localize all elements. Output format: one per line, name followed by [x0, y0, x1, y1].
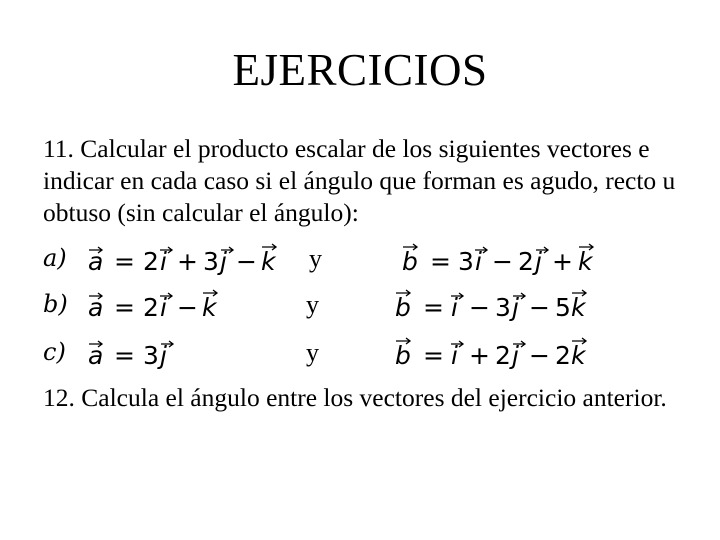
svg-text:b: b — [402, 247, 418, 276]
equation-vector-b — [393, 334, 633, 374]
item-label: b) — [43, 290, 68, 318]
svg-text:−: − — [177, 293, 198, 322]
svg-text:−: − — [529, 293, 550, 322]
svg-text:j: j — [512, 341, 519, 370]
svg-text:i: i — [451, 293, 458, 322]
svg-text:3: 3 — [458, 247, 474, 276]
page-title: EJERCICIOS — [232, 45, 488, 95]
equation-vector-b — [400, 240, 640, 280]
svg-text:k: k — [571, 293, 586, 322]
conjunction-y: y — [309, 244, 322, 273]
svg-text:−: − — [469, 293, 490, 322]
item-label: a) — [43, 244, 67, 272]
svg-text:k: k — [571, 341, 586, 370]
svg-text:=: = — [423, 341, 444, 370]
svg-text:3: 3 — [143, 341, 159, 370]
svg-text:a: a — [88, 247, 104, 276]
svg-text:i: i — [475, 247, 482, 276]
svg-text:3: 3 — [203, 247, 219, 276]
svg-text:=: = — [114, 293, 135, 322]
svg-text:k: k — [261, 247, 276, 276]
exercise-11-item-b — [43, 286, 683, 326]
svg-text:3: 3 — [495, 293, 511, 322]
svg-text:−: − — [492, 247, 513, 276]
svg-text:+: + — [177, 247, 198, 276]
svg-text:=: = — [114, 341, 135, 370]
svg-text:=: = — [114, 247, 135, 276]
svg-text:2: 2 — [143, 247, 159, 276]
svg-text:j: j — [535, 247, 542, 276]
svg-text:2: 2 — [555, 341, 571, 370]
svg-text:j: j — [160, 341, 167, 370]
svg-text:+: + — [552, 247, 573, 276]
exercise-11-statement: 11. Calcular el producto escalar de los siguientes vectores e indicar en cada caso si el ángulo que forman es agudo, recto u obtuso (sin calcular el ángulo): — [43, 134, 676, 227]
conjunction-y: y — [306, 290, 319, 319]
equation-vector-a — [86, 240, 326, 280]
exercise-11-item-c — [43, 334, 683, 374]
svg-text:b: b — [395, 341, 411, 370]
svg-text:i: i — [160, 293, 167, 322]
svg-text:=: = — [430, 247, 451, 276]
svg-text:+: + — [469, 341, 490, 370]
svg-text:b: b — [395, 293, 411, 322]
svg-text:k: k — [578, 247, 593, 276]
conjunction-y: y — [306, 338, 319, 367]
svg-text:5: 5 — [555, 293, 571, 322]
svg-text:k: k — [202, 293, 217, 322]
svg-text:−: − — [236, 247, 257, 276]
svg-text:a: a — [88, 341, 104, 370]
svg-text:−: − — [529, 341, 550, 370]
exercise-12-statement: 12. Calcula el ángulo entre los vectores del ejercicio anterior. — [43, 383, 667, 412]
svg-text:i: i — [160, 247, 167, 276]
svg-text:j: j — [512, 293, 519, 322]
svg-text:j: j — [220, 247, 227, 276]
svg-text:2: 2 — [143, 293, 159, 322]
svg-text:a: a — [88, 293, 104, 322]
equation-vector-b — [393, 286, 633, 326]
svg-text:2: 2 — [518, 247, 534, 276]
exercise-11-item-a — [43, 240, 683, 280]
svg-text:2: 2 — [495, 341, 511, 370]
equation-vector-a — [86, 286, 326, 326]
item-label: c) — [43, 338, 66, 366]
svg-text:i: i — [451, 341, 458, 370]
svg-text:=: = — [423, 293, 444, 322]
equation-vector-a — [86, 334, 326, 374]
